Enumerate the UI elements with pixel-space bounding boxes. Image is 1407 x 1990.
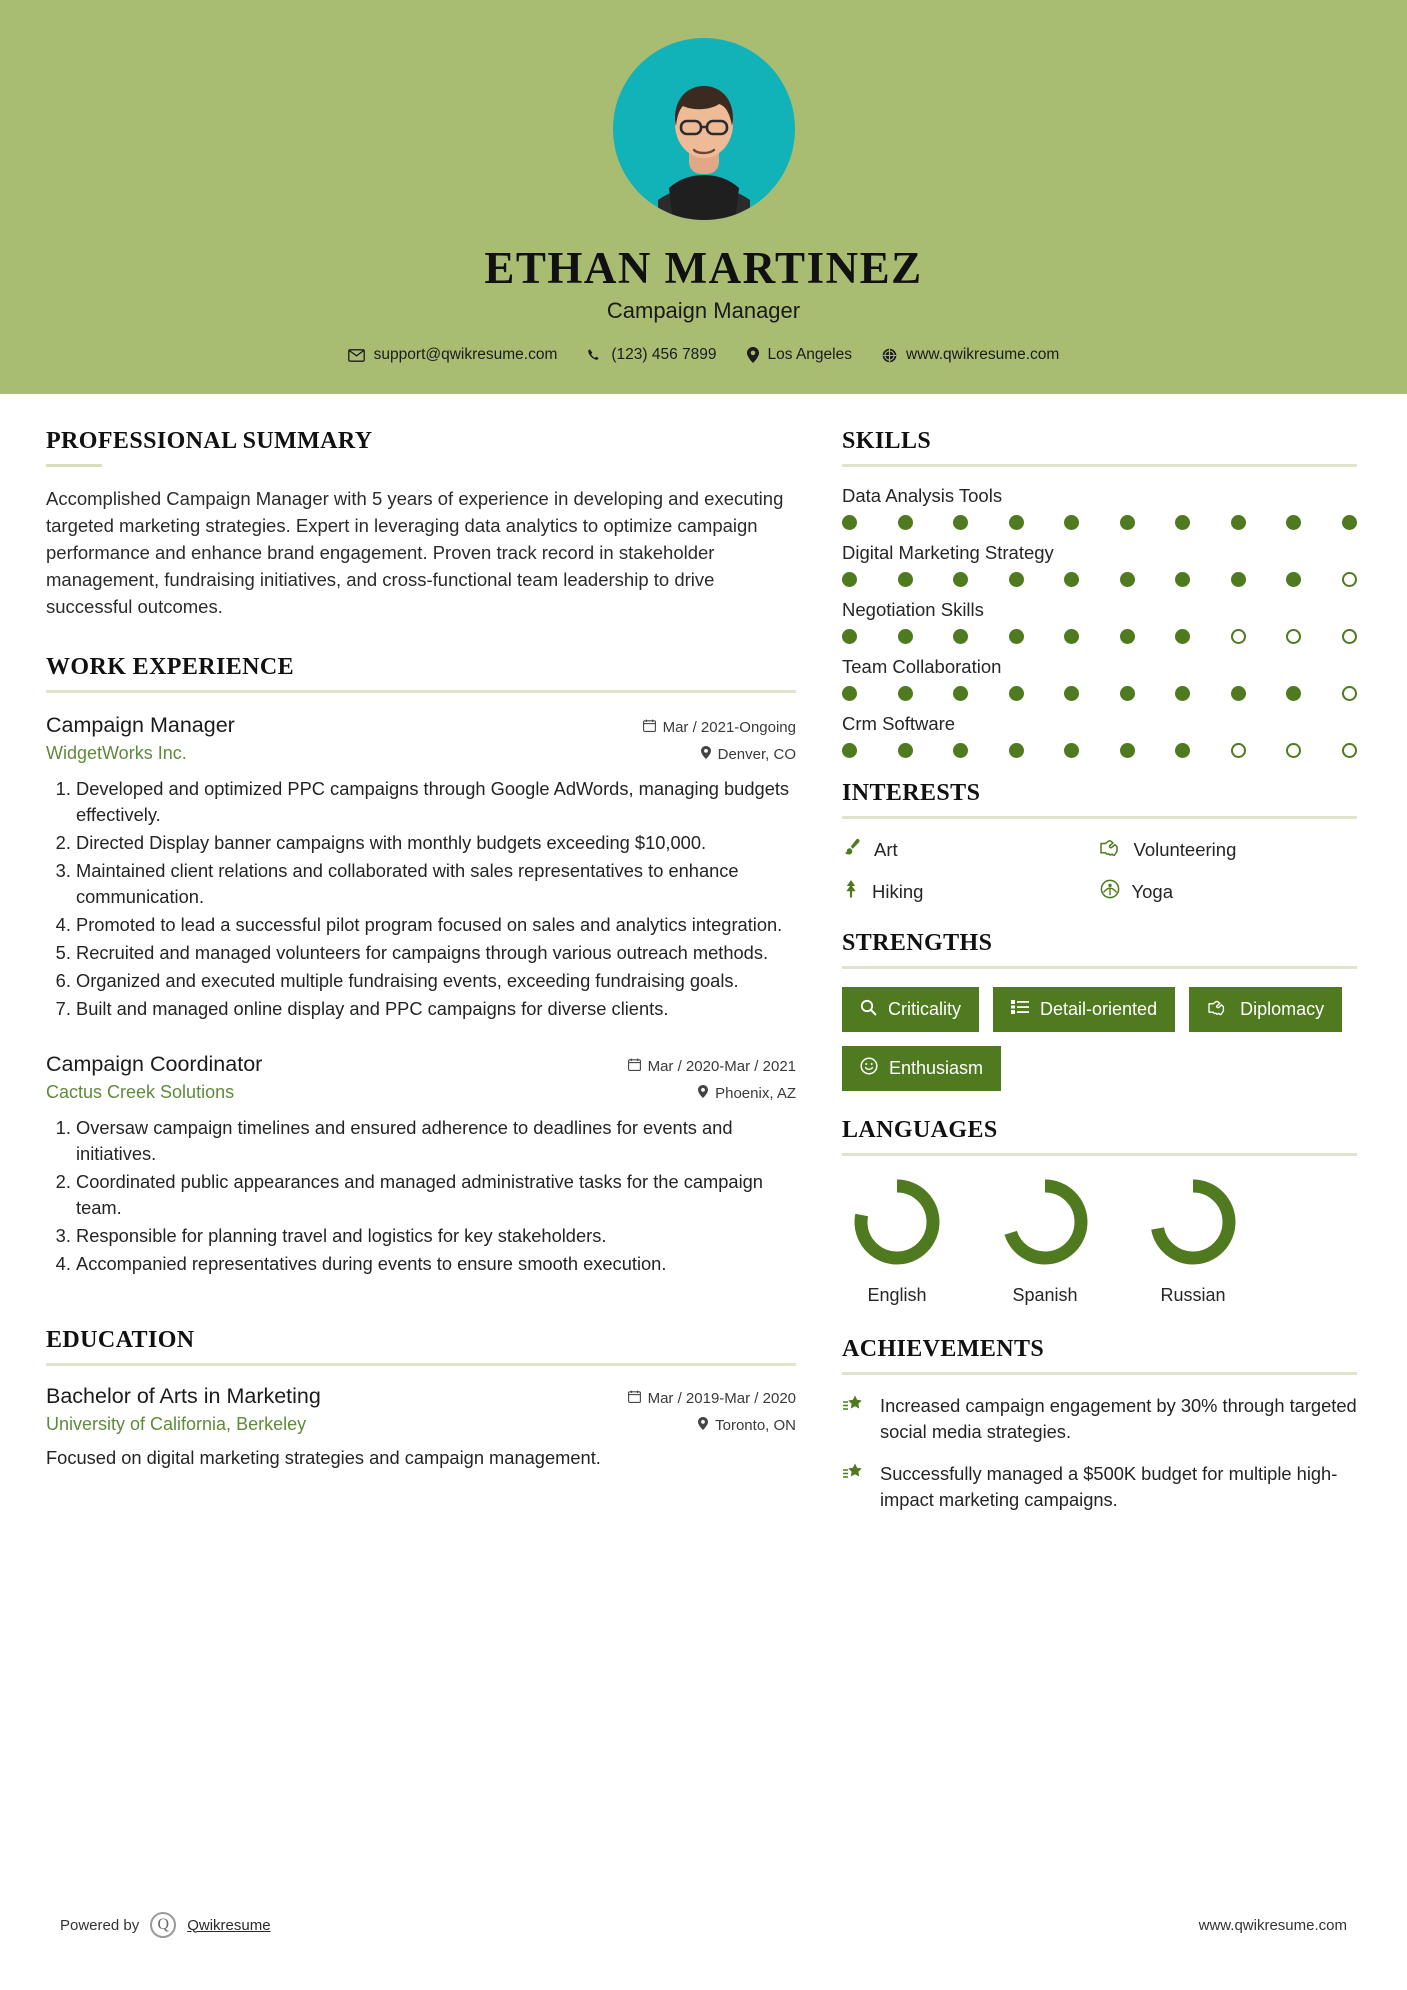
job-dates [643,719,796,736]
skill-label: Team Collaboration [842,656,1002,677]
skill-item [842,713,1357,758]
languages-section [842,1117,1357,1306]
achievement-item [842,1393,1357,1445]
resume-body [0,394,1407,1529]
achievement-text: Successfully managed a $500K budget for multiple high-impact marketing campaigns. [880,1462,1338,1510]
skill-dot [898,686,913,701]
education-heading: EDUCATION [46,1326,195,1353]
skill-dot [1231,686,1246,701]
languages-heading: LANGUAGES [842,1117,998,1143]
brand[interactable] [60,1912,271,1938]
list-icon [1011,999,1029,1020]
language-item [1138,1174,1248,1306]
job-bullets [46,776,796,1022]
interest-item [842,879,1100,904]
divider [842,816,1357,819]
calendar-icon [628,1390,641,1407]
skill-dot [1175,686,1190,701]
language-label: Russian [1160,1285,1226,1305]
skill-dot [953,629,968,644]
divider [842,966,1357,969]
envelope-icon [348,349,365,362]
skill-dot [898,629,913,644]
location-pin-icon [747,347,759,363]
skill-dot [1120,572,1135,587]
calendar-icon [628,1058,641,1075]
list-item: 5. Recruited and managed volunteers for campaigns through various outreach methods. [76,940,796,966]
left-column [46,428,796,1529]
brand-name[interactable]: Qwikresume [187,1916,271,1934]
summary-text: Accomplished Campaign Manager with 5 years of experience in developing and executing targeted marketing strategies. Expert in leveraging data analytics to optimize campaign performance and enhance brand engagement. Proven track record in stakeholder management, fundraising initiatives, and cross-functional team leadership to drive successful outcomes. [46,488,784,617]
skill-rating [842,629,1357,644]
skill-item [842,599,1357,644]
skill-dot [1009,629,1024,644]
strength-label: Detail-oriented [1040,999,1158,1019]
education-location [698,1417,796,1434]
skill-dot [898,572,913,587]
location-pin-icon [698,1417,708,1434]
skill-dot [1120,515,1135,530]
skill-item [842,656,1357,701]
education-dates-text: Mar / 2019-Mar / 2020 [647,1389,796,1407]
job-bullets [46,1115,796,1277]
skill-label: Negotiation Skills [842,599,984,620]
divider [46,1363,796,1366]
interests-section [842,780,1357,904]
skill-dot [1342,686,1357,701]
phone-icon [587,348,602,363]
yoga-icon [1100,879,1120,904]
work-heading: WORK EXPERIENCE [46,654,295,680]
strength-chip-diplomacy [1189,987,1342,1032]
skill-dot [1231,629,1246,644]
qwikresume-logo-icon: Q [150,1912,176,1938]
strength-chip-detail-oriented [993,987,1175,1032]
skill-dot [1342,572,1357,587]
skill-dot [1120,686,1135,701]
star-badge-icon [842,1461,866,1513]
job-company: Cactus Creek Solutions [46,1081,235,1102]
skill-dot [1286,572,1301,587]
strengths-list [842,987,1357,1091]
school-name: University of California, Berkeley [46,1413,307,1434]
strengths-heading: STRENGTHS [842,930,993,956]
skill-dot [842,743,857,758]
language-item [990,1174,1100,1306]
interest-label: Volunteering [1133,838,1237,860]
calendar-icon [643,719,656,736]
skill-dot [1231,515,1246,530]
skill-dot [1009,515,1024,530]
skill-dot [1009,572,1024,587]
right-column [842,428,1357,1529]
interest-label: Art [874,838,898,860]
interest-item [1100,879,1358,904]
skill-dot [1064,686,1079,701]
skill-label: Data Analysis Tools [842,485,1003,506]
skill-label: Crm Software [842,713,956,734]
divider [46,464,102,467]
strength-chip-criticality [842,987,979,1032]
achievements-section [842,1336,1357,1513]
skills-heading: SKILLS [842,428,932,454]
contact-location-text: Los Angeles [767,346,852,363]
globe-icon [882,348,897,363]
skill-dot [1175,515,1190,530]
job-location [698,1085,796,1102]
strength-chip-enthusiasm [842,1046,1001,1091]
strength-label: Enthusiasm [889,1058,984,1078]
list-item: 6. Organized and executed multiple fundraising events, exceeding fundraising goals. [76,968,796,994]
skill-dot [1175,743,1190,758]
job-title: Campaign Manager [606,298,801,323]
skill-dot [1064,572,1079,587]
skill-rating [842,515,1357,530]
list-item: 4. Accompanied representatives during events to ensure smooth execution. [76,1251,796,1277]
contact-website[interactable] [872,346,1069,364]
skill-dot [1009,743,1024,758]
job-dates-text: Mar / 2021-Ongoing [662,719,796,736]
handshake-icon [1207,998,1229,1021]
list-item: 2. Directed Display banner campaigns with monthly budgets exceeding $10,000. [76,830,796,856]
skill-dot [953,743,968,758]
skill-dot [1064,629,1079,644]
skill-dot [1175,629,1190,644]
job-dates [628,1058,796,1075]
strengths-section [842,930,1357,1091]
summary-heading: PROFESSIONAL SUMMARY [46,428,373,454]
language-label: English [867,1285,927,1305]
skill-dot [1342,515,1357,530]
list-item: 1. Oversaw campaign timelines and ensured adherence to deadlines for events and initiatives. [76,1115,796,1167]
skill-dot [1286,686,1301,701]
skill-dot [1120,629,1135,644]
skill-dot [953,686,968,701]
contact-website-text: www.qwikresume.com [906,346,1060,363]
footer-website[interactable]: www.qwikresume.com [1198,1916,1347,1934]
education-location-text: Toronto, ON [715,1416,796,1434]
magnifier-icon [860,999,877,1021]
achievement-item [842,1461,1357,1513]
skill-dot [1064,743,1079,758]
skill-dot [898,515,913,530]
work-entry [46,713,796,1022]
resume-header [0,0,1407,394]
contact-email-text: support@qwikresume.com [373,346,558,363]
skill-rating [842,686,1357,701]
list-item: 3. Responsible for planning travel and logistics for key stakeholders. [76,1223,796,1249]
skill-dot [1286,743,1301,758]
skill-item [842,485,1357,530]
skill-dot [842,629,857,644]
divider [842,1372,1357,1375]
language-gauge [990,1174,1100,1275]
skill-dot [953,515,968,530]
skill-label: Digital Marketing Strategy [842,542,1054,563]
location-pin-icon [701,746,711,763]
list-item: 1. Developed and optimized PPC campaigns through Google AdWords, managing budgets effectively. [76,776,796,828]
skill-dot [1231,572,1246,587]
work-entry [46,1052,796,1277]
contact-row [0,346,1407,364]
skill-dot [953,572,968,587]
achievement-text: Increased campaign engagement by 30% through targeted social media strategies. [880,1395,1357,1442]
interest-item [1100,837,1358,862]
handshake-icon [1100,837,1122,862]
page-footer [0,1912,1407,1938]
divider [842,464,1357,467]
job-role: Campaign Coordinator [46,1051,263,1076]
skills-list [842,485,1357,758]
location-pin-icon [698,1085,708,1102]
skill-dot [1120,743,1135,758]
job-location [701,746,796,763]
skill-dot [1175,572,1190,587]
skill-rating [842,743,1357,758]
interests-list [842,837,1357,904]
star-badge-icon [842,1393,866,1445]
skill-dot [1009,686,1024,701]
language-item [842,1174,952,1306]
divider [842,1153,1357,1156]
skill-dot [1342,743,1357,758]
skill-rating [842,572,1357,587]
list-item: 3. Maintained client relations and collaborated with sales representatives to enhance communication. [76,858,796,910]
skill-dot [1286,629,1301,644]
education-description: Focused on digital marketing strategies and campaign management. [46,1446,601,1468]
skill-dot [842,686,857,701]
language-gauge [1138,1174,1248,1275]
contact-email[interactable] [338,346,568,364]
degree-title: Bachelor of Arts in Marketing [46,1383,321,1408]
strength-label: Diplomacy [1240,999,1325,1019]
job-company: WidgetWorks Inc. [46,743,187,763]
interests-heading: INTERESTS [842,780,981,806]
skill-dot [1342,629,1357,644]
achievements-heading: ACHIEVEMENTS [842,1336,1045,1362]
divider [46,690,796,693]
contact-phone-text: (123) 456 7899 [611,346,717,363]
interest-item [842,837,1100,862]
job-role: Campaign Manager [46,713,235,737]
list-item: 4. Promoted to lead a successful pilot program focused on sales and analytics integration. [76,912,796,938]
skill-dot [842,572,857,587]
job-location-text: Denver, CO [717,746,796,763]
contact-phone[interactable] [577,346,726,364]
paint-brush-icon [842,837,862,862]
interest-label: Hiking [872,880,924,902]
smiley-icon [860,1057,878,1080]
skill-dot [1064,515,1079,530]
language-gauge [842,1174,952,1275]
languages-list [842,1174,1357,1306]
job-dates-text: Mar / 2020-Mar / 2021 [647,1057,796,1075]
list-item: 2. Coordinated public appearances and managed administrative tasks for the campaign team. [76,1169,796,1221]
skill-dot [1286,515,1301,530]
education-section [46,1327,796,1469]
tree-icon [842,879,860,904]
skill-dot [1231,743,1246,758]
skill-item [842,542,1357,587]
skill-dot [842,515,857,530]
language-label: Spanish [1012,1285,1078,1305]
education-dates [628,1390,796,1407]
contact-location [737,346,862,364]
page-title: ETHAN MARTINEZ [484,243,923,293]
skill-dot [898,743,913,758]
job-location-text: Phoenix, AZ [715,1084,796,1102]
interest-label: Yoga [1131,880,1174,902]
strength-label: Criticality [888,999,962,1019]
powered-by-label: Powered by [60,1916,140,1934]
list-item: 7. Built and managed online display and PPC campaigns for diverse clients. [76,996,796,1022]
avatar [613,38,795,220]
